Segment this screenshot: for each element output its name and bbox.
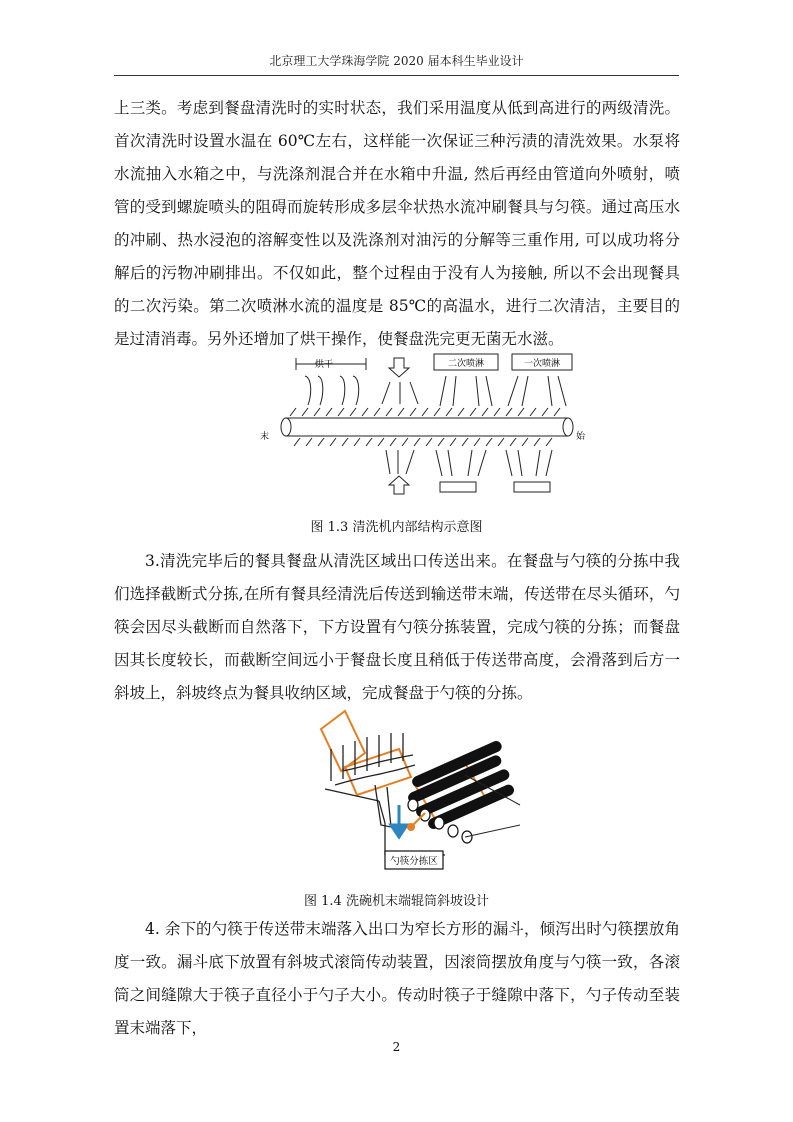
up-arrow-bottom bbox=[389, 476, 409, 494]
conveyor-hatches-bottom bbox=[294, 438, 552, 446]
figure-1-4-diagram bbox=[315, 705, 520, 875]
figure-1-3-diagram bbox=[250, 350, 586, 500]
header-rule bbox=[114, 75, 679, 76]
conveyor-hatches-top bbox=[290, 408, 560, 416]
dryer-flow-1 bbox=[305, 376, 311, 405]
label-dry: 烘干 bbox=[314, 360, 334, 370]
figure-1-3-caption: 图 1.3 清洗机内部结构示意图 bbox=[310, 520, 483, 535]
bottom-tank-2 bbox=[514, 482, 550, 492]
spoon-dot bbox=[407, 823, 415, 831]
label-sort-zone: 勺筷分拣区 bbox=[390, 856, 438, 867]
down-arrow-top bbox=[389, 358, 409, 377]
label-start: 始 bbox=[576, 432, 586, 442]
label-end: 末 bbox=[260, 432, 270, 442]
down-arrow-blue bbox=[391, 805, 407, 837]
page-number: 2 bbox=[392, 1040, 401, 1054]
figure-1-4-caption: 图 1.4 洗碗机末端辊筒斜坡设计 bbox=[304, 894, 489, 909]
paragraph-3: 4. 余下的勺筷于传送带末端落入出口为窄长方形的漏斗，倾泻出时勺筷摆放角度一致。漏斗底下放置有斜坡式滚筒传动装置，因滚筒摆放角度与勺筷一致，各滚筒之间缝隙大于筷子直径小于勺子大小。传动时筷子于缝隙中落下，勺子传动至装置末端落下， bbox=[114, 920, 680, 1037]
paragraph-2: 3.清洗完毕后的餐具餐盘从清洗区域出口传送出来。在餐盘与勺筷的分拣中我们选择截断式分拣,在所有餐具经清洗后传送到输送带末端，传送带在尽头循环，勺筷会因尽头截断而自然落下，下方设置有勺筷分拣装置，完成勺筷的分拣；而餐盘因其长度较长，而截断空间远小于餐盘长度且稍低于传送带高度，会滑落到后方一斜坡上，斜坡终点为餐具收纳区域，完成餐盘于勺筷的分拣。 bbox=[114, 552, 680, 702]
paragraph-1: 上三类。考虑到餐盘清洗时的实时状态，我们采用温度从低到高进行的两级清洗。首次清洗时设置水温在 60℃左右，这样能一次保证三种污渍的清洗效果。水泵将水流抽入水箱之中，与洗涤剂混合并在水箱中升温, 然后再经由管道向外喷射，喷管的受到螺旋喷头的阻碍而旋转形成多层伞状热水流冲刷餐具与匀筷。通过高压水的冲刷、热水浸泡的溶解变性以及洗涤剂对油污的分解等三重作用, 可以成功将分解后的污物冲刷排出。不仅如此，整个过程由于没有人为接触, 所以不会出现餐具的二次污染。第二次喷淋水流的温度是 85℃的高温水，进行二次清洁，主要目的是过清消毒。另外还增加了烘干操作，使餐盘洗完更无菌无水滋。 bbox=[114, 99, 680, 348]
page-header: 北京理工大学珠海学院 2020 届本科生毕业设计 bbox=[269, 54, 524, 68]
label-second-spray: 二次喷淋 bbox=[447, 359, 485, 369]
label-first-spray: 一次喷淋 bbox=[523, 359, 561, 369]
bottom-tank-1 bbox=[440, 482, 476, 492]
